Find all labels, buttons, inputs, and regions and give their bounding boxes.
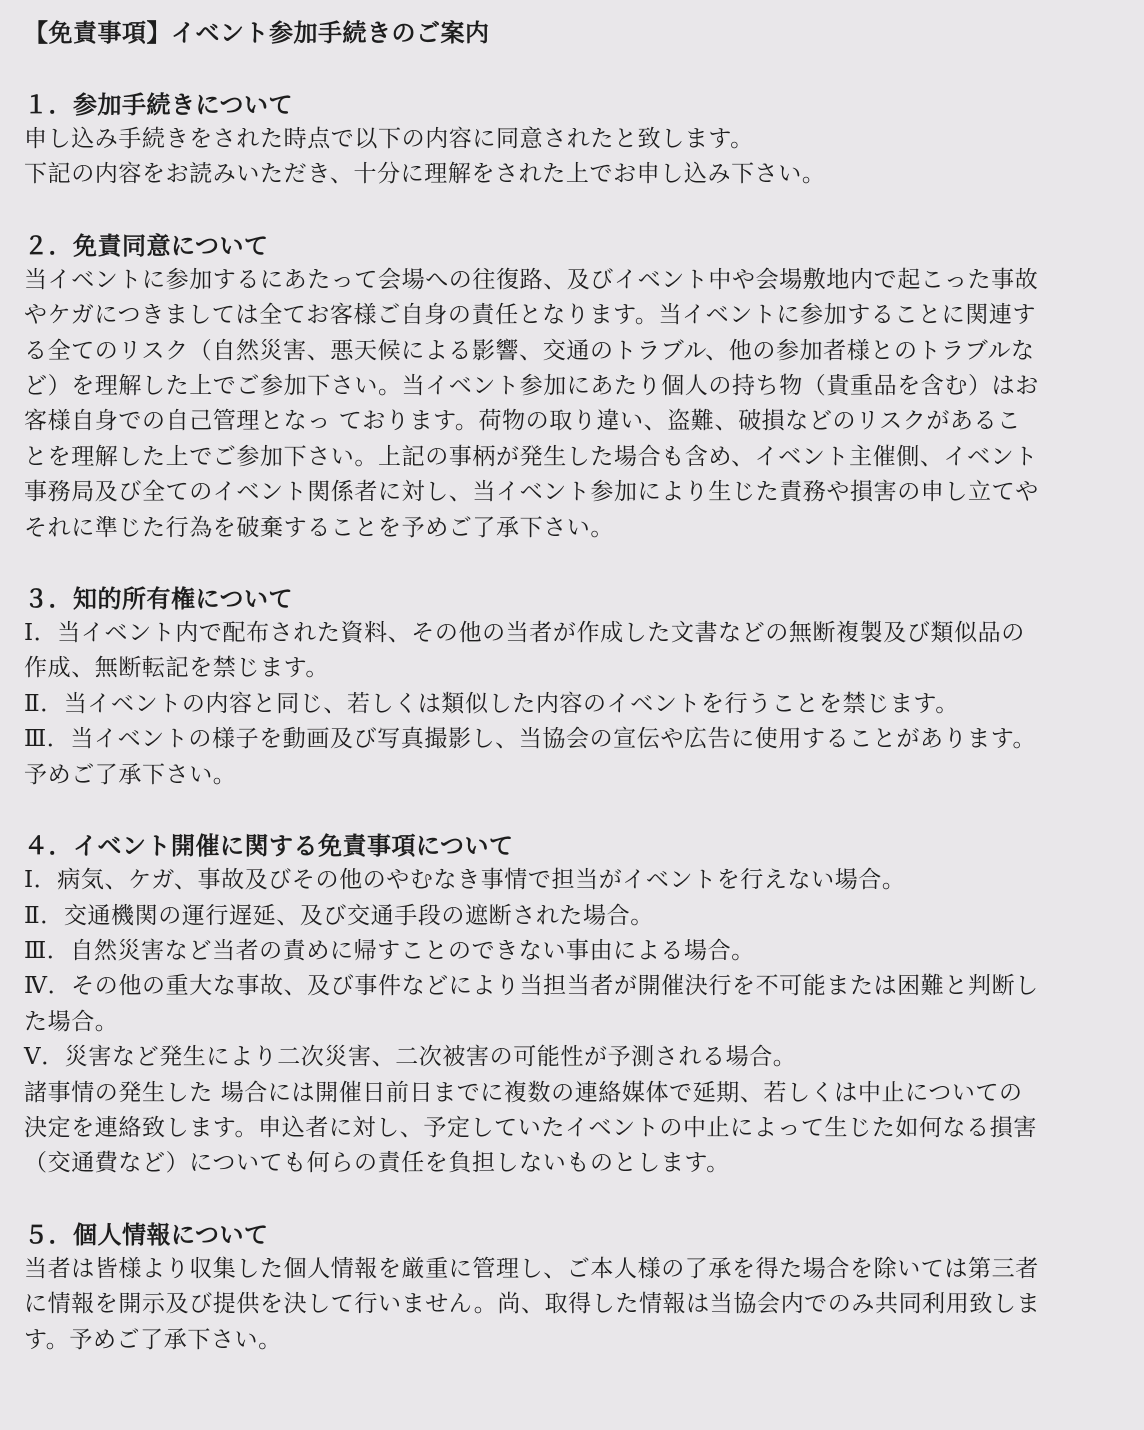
section-body (24, 122, 1130, 193)
section-4 (24, 828, 1130, 1182)
text-line: 下記の内容をお読みいただき、十分に理解をされた上でお申し込み下さい。 (24, 161, 826, 188)
text-line: 諸事情の発生した 場合には開催日前日までに複数の連絡媒体で延期、若しくは中止についての (24, 1079, 1023, 1106)
text-line: とを理解した上でご参加下さい。上記の事柄が発生した場合も含め、イベント主催側、イベント (24, 443, 1038, 470)
text-line: （交通費など）についても何らの責任を負担しないものとします。 (24, 1150, 730, 1177)
text-line: る全てのリスク（自然災害、悪天候による影響、交通のトラブル、他の参加者様とのトラブルな (24, 337, 1035, 364)
document-title: 【免責事項】イベント参加手続きのご案内 (24, 18, 490, 47)
text-line: それに準じた行為を破棄することを予めご了承下さい。 (24, 514, 614, 541)
text-line: 作成、無断転記を禁じます。 (24, 655, 329, 682)
section-2 (24, 228, 1130, 546)
text-line: 当者は皆様より収集した個人情報を厳重に管理し、ご本人様の了承を得た場合を除いては第三者 (24, 1255, 1039, 1282)
text-line: 申し込み手続きをされた時点で以下の内容に同意されたと致します。 (24, 126, 754, 152)
text-line: Ⅱ．交通機関の運行遅延、及び交通手段の遮断された場合。 (24, 902, 654, 929)
text-line: ど）を理解した上でご参加下さい。当イベント参加にあたり個人の持ち物（貴重品を含む）はお (24, 373, 1039, 400)
text-line: Ⅰ．当イベント内で配布された資料、その他の当者が作成した文書などの無断複製及び類似品の (24, 620, 1025, 647)
section-body (24, 863, 1130, 1182)
section-body (24, 1252, 1130, 1358)
section-body (24, 263, 1130, 546)
text-line: 決定を連絡致します。申込者に対し、予定していたイベントの中止によって生じた如何なる損害 (24, 1114, 1037, 1141)
text-line: Ⅴ．災害など発生により二次災害、二次被害の可能性が予測される場合。 (24, 1044, 797, 1071)
text-line: 事務局及び全てのイベント関係者に対し、当イベント参加により生じた責務や損害の申し立てや (24, 479, 1039, 506)
section-1 (24, 87, 1130, 193)
section-heading: １．参加手続きについて (24, 90, 294, 119)
text-line: 客様自身での自己管理となっ ております。荷物の取り違い、盗難、破損などのリスクがあるこ (24, 408, 1021, 435)
text-line: Ⅱ．当イベントの内容と同じ、若しくは類似した内容のイベントを行うことを禁じます。 (24, 690, 959, 717)
text-line: 予めご了承下さい。 (24, 761, 237, 788)
section-3 (24, 581, 1130, 793)
section-heading: ２．免責同意について (24, 230, 269, 260)
text-line: Ⅳ．その他の重大な事故、及び事件などにより当担当者が開催決行を不可能または困難と判断し (24, 973, 1039, 1000)
text-line: 当イベントに参加するにあたって会場への往復路、及びイベント中や会場敷地内で起こった事故 (24, 266, 1039, 293)
document-sections (24, 87, 1130, 1358)
section-heading: ４．イベント開催に関する免責事項について (24, 831, 514, 861)
text-line: す。予めご了承下さい。 (24, 1326, 282, 1353)
text-line: Ⅲ．自然災害など当者の責めに帰すことのできない事由による場合。 (24, 937, 755, 964)
text-line: た場合。 (24, 1008, 119, 1035)
text-line: Ⅰ．病気、ケガ、事故及びその他のやむなき事情で担当がイベントを行えない場合。 (24, 867, 906, 894)
text-line: やケガにつきましては全てお客様ご自身の責任となります。当イベントに参加することに関連す (24, 302, 1037, 329)
section-5 (24, 1217, 1130, 1358)
text-line: に情報を開示及び提供を決して行いません。尚、取得した情報は当協会内でのみ共同利用致しま (24, 1291, 1041, 1318)
section-heading: ５．個人情報について (24, 1219, 269, 1249)
section-heading: ３．知的所有権について (24, 584, 294, 614)
text-line: Ⅲ．当イベントの様子を動画及び写真撮影し、当協会の宣伝や広告に使用することがあります。 (24, 726, 1037, 753)
section-body (24, 616, 1130, 793)
